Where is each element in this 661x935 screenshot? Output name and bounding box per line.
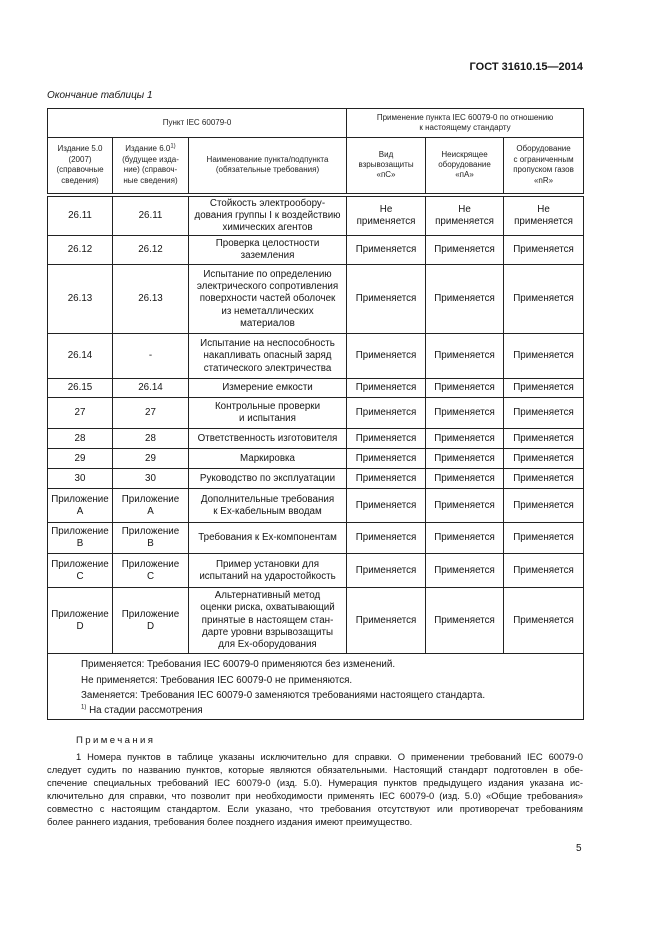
table-row	[48, 523, 584, 554]
cell-application-nc: Применяется	[347, 449, 426, 469]
notes-paragraph	[47, 750, 583, 828]
cell-edition-5: Приложение C	[48, 554, 113, 588]
cell-edition-5: 26.13	[48, 265, 113, 334]
cell-application-nr: Применяется	[504, 554, 584, 588]
cell-edition-6: 26.14	[113, 379, 189, 398]
cell-clause-name: Измерение емкости	[189, 379, 347, 398]
note-line: спечение специальных требований IEC 60079-0 (изд. 5.0). Нумерация пунктов предыдущего издания указана ис-	[47, 777, 583, 788]
cell-application-na: Применяется	[426, 265, 504, 334]
table-row	[48, 265, 584, 334]
cell-edition-6: Приложение B	[113, 523, 189, 554]
cell-edition-5: Приложение B	[48, 523, 113, 554]
cell-edition-5: 26.14	[48, 334, 113, 379]
cell-application-na: Применяется	[426, 398, 504, 429]
table-legend	[48, 654, 584, 720]
edition-6-label: Издание 6.0	[125, 144, 171, 154]
cell-application-na: Применяется	[426, 588, 504, 654]
cell-edition-6: Приложение C	[113, 554, 189, 588]
legend-line: Не применяется: Требования IEC 60079-0 не применяются.	[81, 674, 353, 686]
cell-clause-name: Проверка целостности заземления	[189, 236, 347, 265]
cell-application-nr: Применяется	[504, 523, 584, 554]
cell-clause-name: Стойкость электрообору- дования группы I к воздействию химических агентов	[189, 195, 347, 236]
cell-application-na: Применяется	[426, 523, 504, 554]
cell-application-na: Применяется	[426, 429, 504, 449]
footnote	[81, 703, 579, 718]
note-line: совместно с настоящим стандартом. Если указано, что требования отсутствуют или противоречат требованиям	[47, 803, 583, 814]
col-header-application-na: Неискрящее оборудование «пА»	[426, 138, 504, 195]
legend-line: Заменяется: Требования IEC 60079-0 заменяются требованиями настоящего стандарта.	[81, 689, 486, 701]
table-row	[48, 489, 584, 523]
page-number: 5	[576, 843, 582, 854]
legend-line: Применяется: Требования IEC 60079-0 применяются без изменений.	[81, 659, 396, 671]
col-header-application-nr: Оборудование с ограниченным пропуском газов «nR»	[504, 138, 584, 195]
cell-application-nc: Применяется	[347, 523, 426, 554]
table-row	[48, 334, 584, 379]
col-header-edition-5: Издание 5.0 (2007) (справочные сведения)	[48, 138, 113, 195]
table-legend-row	[48, 654, 584, 720]
table-row	[48, 236, 584, 265]
cell-clause-name: Ответственность изготовителя	[189, 429, 347, 449]
edition-6-details: (будущее изда- ние) (справоч- ные сведения)	[122, 154, 179, 185]
cell-application-nc: Применяется	[347, 588, 426, 654]
note-line: ключительно для справки, что позволит при необходимости применять IEC 60079-0 (изд. 5.0) «Общие требования»	[47, 790, 583, 801]
table-row	[48, 469, 584, 489]
cell-clause-name: Пример установки для испытаний на ударостойкость	[189, 554, 347, 588]
group-header-clause: Пункт IEC 60079-0	[48, 109, 347, 138]
cell-edition-6: 29	[113, 449, 189, 469]
cell-edition-6: 26.11	[113, 195, 189, 236]
cell-edition-6: 26.12	[113, 236, 189, 265]
cell-application-nr: Применяется	[504, 265, 584, 334]
cell-application-nr: Применяется	[504, 379, 584, 398]
cell-application-nr: Применяется	[504, 398, 584, 429]
table-row	[48, 449, 584, 469]
group-header-application: Применение пункта IEC 60079-0 по отношению к настоящему стандарту	[347, 109, 584, 138]
cell-application-na: Применяется	[426, 379, 504, 398]
cell-edition-5: 26.12	[48, 236, 113, 265]
header-row-columns	[48, 138, 584, 195]
cell-application-nr: Применяется	[504, 588, 584, 654]
cell-edition-5: 28	[48, 429, 113, 449]
cell-application-na: Применяется	[426, 554, 504, 588]
note-line: 1 Номера пунктов в таблице указаны исключительно для справки. О применении требований IEC 60079-0	[76, 751, 583, 762]
cell-application-nc: Применяется	[347, 334, 426, 379]
note-line: более раннего издания, требования более позднего издания имеют преимущество.	[47, 816, 413, 827]
cell-application-nc: Не применяется	[347, 195, 426, 236]
cell-edition-6: 30	[113, 469, 189, 489]
cell-application-nr: Применяется	[504, 429, 584, 449]
table-header	[48, 109, 584, 195]
cell-edition-5: 26.11	[48, 195, 113, 236]
notes-title: Примечания	[76, 735, 156, 746]
cell-edition-5: 26.15	[48, 379, 113, 398]
cell-application-na: Применяется	[426, 449, 504, 469]
footnote-mark: 1)	[81, 704, 87, 711]
cell-edition-6: -	[113, 334, 189, 379]
cell-application-na: Применяется	[426, 469, 504, 489]
cell-application-nc: Применяется	[347, 489, 426, 523]
footnote-text: На стадии рассмотрения	[86, 705, 203, 716]
table-body	[48, 195, 584, 720]
cell-application-nc: Применяется	[347, 398, 426, 429]
cell-edition-5: Приложение D	[48, 588, 113, 654]
cell-application-nc: Применяется	[347, 236, 426, 265]
cell-application-nc: Применяется	[347, 429, 426, 449]
table-caption: Окончание таблицы 1	[47, 90, 153, 101]
footnote-ref: 1)	[170, 143, 176, 150]
cell-application-nc: Применяется	[347, 265, 426, 334]
cell-application-nr: Применяется	[504, 449, 584, 469]
cell-edition-6: 28	[113, 429, 189, 449]
cell-application-nc: Применяется	[347, 379, 426, 398]
cell-edition-6: Приложение A	[113, 489, 189, 523]
cell-clause-name: Маркировка	[189, 449, 347, 469]
cell-edition-6: Приложение D	[113, 588, 189, 654]
table-row	[48, 379, 584, 398]
document-code: ГОСТ 31610.15—2014	[469, 61, 583, 73]
clauses-table	[47, 108, 584, 720]
cell-application-na: Применяется	[426, 334, 504, 379]
table-row	[48, 588, 584, 654]
cell-clause-name: Испытание на неспособность накапливать опасный заряд статического электричества	[189, 334, 347, 379]
cell-edition-5: 27	[48, 398, 113, 429]
table-row	[48, 429, 584, 449]
cell-edition-5: 30	[48, 469, 113, 489]
col-header-application-nc: Вид взрывозащиты «пС»	[347, 138, 426, 195]
cell-application-nc: Применяется	[347, 554, 426, 588]
header-row-groups	[48, 109, 584, 138]
cell-application-nr: Применяется	[504, 469, 584, 489]
table-row	[48, 554, 584, 588]
cell-edition-5: 29	[48, 449, 113, 469]
cell-clause-name: Испытание по определению электрического сопротивления поверхности частей оболочек из неметаллических материалов	[189, 265, 347, 334]
cell-edition-6: 26.13	[113, 265, 189, 334]
cell-clause-name: Контрольные проверки и испытания	[189, 398, 347, 429]
cell-application-na: Не применяется	[426, 195, 504, 236]
cell-clause-name: Дополнительные требования к Ex-кабельным вводам	[189, 489, 347, 523]
cell-edition-5: Приложение A	[48, 489, 113, 523]
cell-application-nr: Применяется	[504, 236, 584, 265]
col-header-clause-name: Наименование пункта/подпункта (обязательные требования)	[189, 138, 347, 195]
note-line: следует судить по названию пунктов, которые являются обязательными. Настоящий стандарт подготовлен в обе-	[47, 764, 583, 775]
cell-clause-name: Альтернативный метод оценки риска, охватывающий принятые в настоящем стан- дарте уровни взрывозащиты для Ex-оборудования	[189, 588, 347, 654]
cell-application-nr: Применяется	[504, 334, 584, 379]
cell-application-nc: Применяется	[347, 469, 426, 489]
cell-edition-6: 27	[113, 398, 189, 429]
cell-clause-name: Руководство по эксплуатации	[189, 469, 347, 489]
table-row	[48, 195, 584, 236]
cell-application-nr: Применяется	[504, 489, 584, 523]
col-header-edition-6	[113, 138, 189, 195]
cell-application-nr: Не применяется	[504, 195, 584, 236]
cell-clause-name: Требования к Ex-компонентам	[189, 523, 347, 554]
cell-application-na: Применяется	[426, 489, 504, 523]
table-row	[48, 398, 584, 429]
cell-application-na: Применяется	[426, 236, 504, 265]
